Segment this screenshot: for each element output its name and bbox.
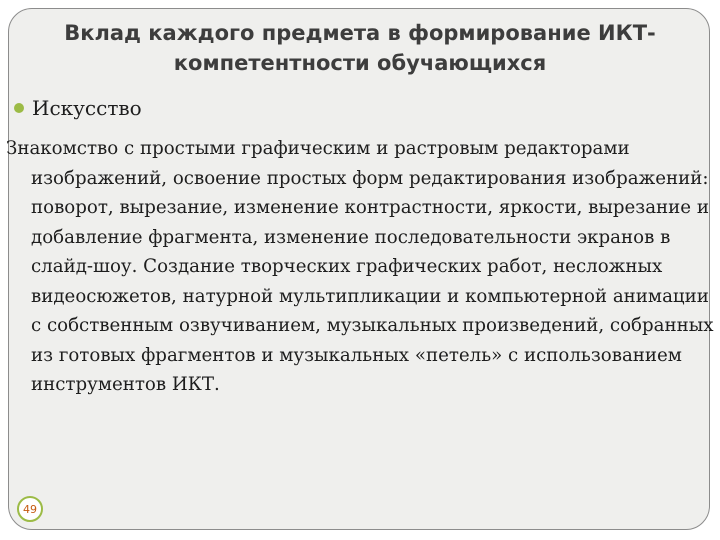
page-number-badge: 49 [17,496,43,522]
bullet-dot-icon [14,103,24,113]
slide-title: Вклад каждого предмета в формирование ИКТ-компетентности обучающихся [64,21,656,75]
bullet-item [14,96,142,120]
body-paragraph: Знакомство с простыми графическим и растровым редакторами изображений, освоение простых форм редактирования изображений: поворот, вырезание, изменение контрастности, яркости, вырезание и добавление фрагмента, изменение последовательности экранов в слайд-шоу. Создание творческих графических работ, несложных видеосюжетов, натурной мультипликации и компьютерной анимации с собственным озвучиванием, музыкальных произведений, собранных из готовых фрагментов и музыкальных «петель» с использованием инструментов ИКТ. [6,138,714,395]
bullet-label: Искусство [32,96,142,120]
